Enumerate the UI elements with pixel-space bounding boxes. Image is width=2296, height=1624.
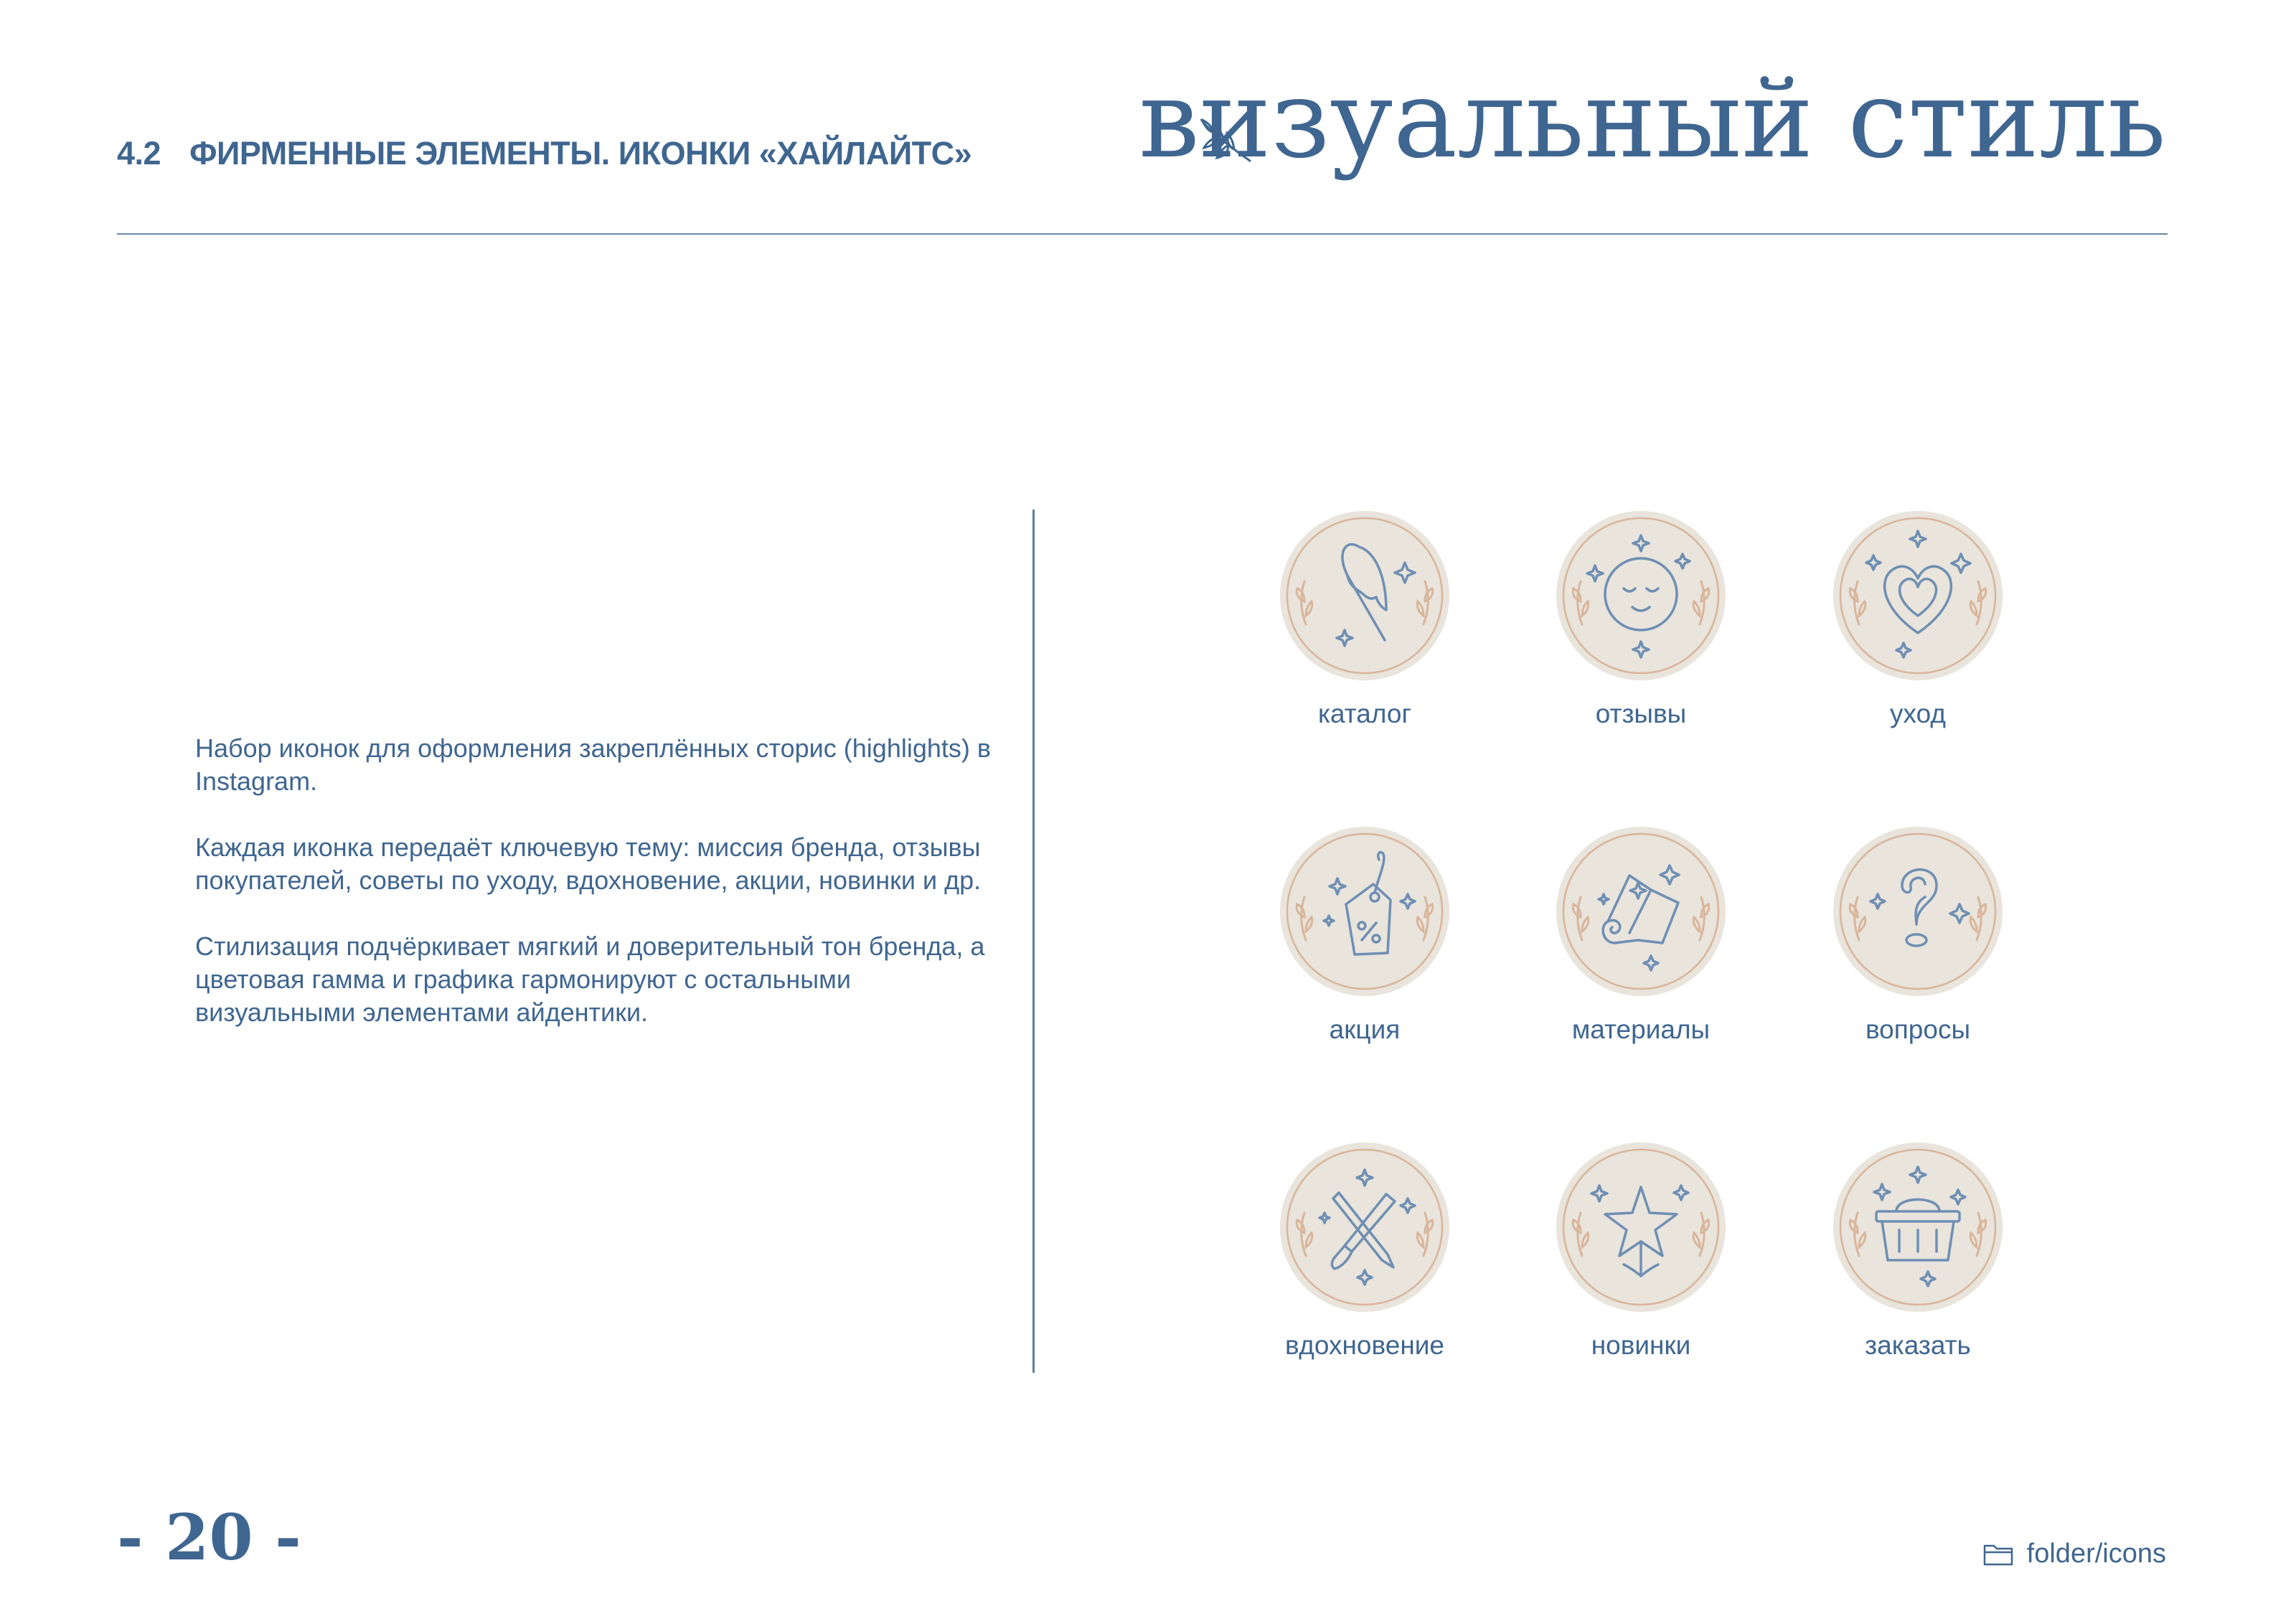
section-number: 4.2 — [117, 135, 161, 172]
question-mark-icon — [1832, 825, 2004, 998]
folder-icon — [1982, 1541, 2014, 1567]
price-tag-icon — [1279, 825, 1451, 998]
icon-label: вопросы — [1865, 1015, 1971, 1044]
crossed-brushes-icon — [1279, 1141, 1451, 1313]
description-block — [195, 732, 999, 1062]
page-number: - 20 - — [117, 1500, 301, 1574]
page-title: визуальный стиль — [1139, 57, 2166, 182]
icon-label: отзывы — [1595, 699, 1687, 728]
section-title: ФИРМЕННЫЕ ЭЛЕМЕНТЫ. ИКОНКИ «ХАЙЛАЙТС» — [189, 135, 972, 172]
icon-label: вдохновение — [1285, 1330, 1444, 1360]
feather-icon — [1279, 510, 1451, 682]
icon-label: новинки — [1591, 1330, 1691, 1360]
heart-icon — [1832, 510, 2004, 682]
icon-label: материалы — [1571, 1015, 1711, 1044]
smiley-face-icon — [1555, 510, 1727, 682]
vertical-divider — [1032, 510, 1035, 1373]
icon-label: уход — [1890, 699, 1946, 728]
description-paragraph: Каждая иконка передаёт ключевую тему: миссия бренда, отзывы покупателей, советы по уходу, вдохновение, акции, новинки и др. — [195, 832, 982, 895]
icon-label: каталог — [1318, 699, 1411, 728]
basket-icon — [1832, 1141, 2004, 1313]
star-wand-icon — [1555, 1141, 1727, 1313]
folder-path — [1982, 1539, 2166, 1569]
section-heading — [117, 135, 971, 172]
description-paragraph: Набор иконок для оформления закреплённых сторис (highlights) в Instagram. — [195, 733, 992, 796]
icon-label: акция — [1329, 1015, 1401, 1044]
header-divider — [117, 233, 2168, 235]
fabric-roll-icon — [1555, 825, 1727, 998]
icon-label: заказать — [1865, 1330, 1971, 1360]
folder-path-text: folder/icons — [2026, 1539, 2166, 1569]
description-paragraph: Стилизация подчёркивает мягкий и доверительный тон бренда, а цветовая гамма и графика гармонируют с остальными визуальными элементами айдентики. — [195, 931, 985, 1027]
